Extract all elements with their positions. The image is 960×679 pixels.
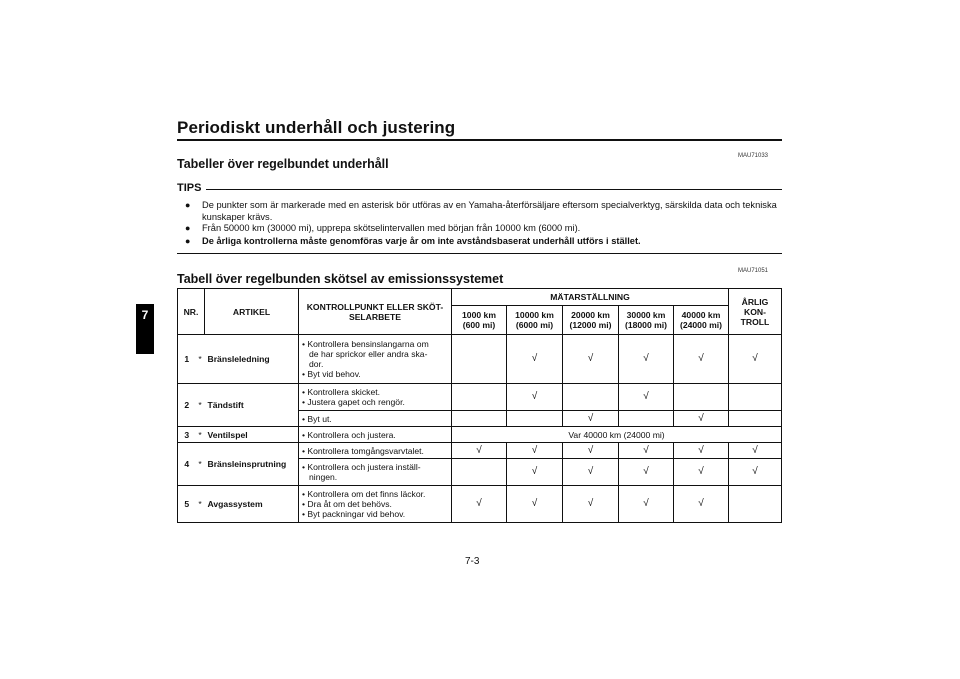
check-cell (729, 486, 782, 523)
checkpoint-text: • Kontrollera och justera inställ- ningen. (299, 459, 452, 486)
table-row (178, 335, 782, 384)
check-cell: √ (619, 384, 674, 411)
check-cell: √ (507, 443, 563, 459)
check-cell: √ (563, 335, 619, 384)
check-cell (452, 335, 507, 384)
check-cell: √ (452, 486, 507, 523)
check-cell (729, 384, 782, 411)
item-name: Avgassystem (205, 486, 299, 523)
header-row (178, 289, 782, 306)
section-heading: Tabeller över regelbundet underhåll (177, 157, 389, 171)
check-cell: √ (674, 335, 729, 384)
tips-rule (177, 253, 782, 254)
table-row (178, 443, 782, 459)
check-cell (619, 411, 674, 427)
header-arlig: ÅRLIG KON-TROLL (729, 289, 782, 335)
item-name: Bränsleinsprutning (205, 443, 299, 486)
row-number: 1 (178, 335, 196, 384)
check-cell: √ (619, 443, 674, 459)
tip-text: De punkter som är markerade med en asterisk bör utföras av en Yamaha-återförsäljare eftersom specialverktyg, särskilda data och tekniska kunskaper krävs. (202, 200, 777, 222)
checkpoint-text: • Kontrollera tomgångsvarvtalet. (299, 443, 452, 459)
tip-item (185, 222, 785, 234)
header-odometer: 20000 km (12000 mi) (563, 306, 619, 335)
header-nr: NR. (178, 289, 205, 335)
asterisk-mark: * (196, 443, 205, 486)
check-cell: √ (674, 411, 729, 427)
item-name: Ventilspel (205, 427, 299, 443)
row-number: 3 (178, 427, 196, 443)
tip-item (185, 199, 785, 223)
asterisk-mark: * (196, 384, 205, 427)
row-number: 4 (178, 443, 196, 486)
check-cell: √ (563, 486, 619, 523)
header-artikel: ARTIKEL (205, 289, 299, 335)
bullet-icon: ● (185, 223, 191, 233)
title-rule (177, 139, 782, 141)
reference-code: MAU71051 (738, 268, 769, 274)
checkpoint-text: • Kontrollera om det finns läckor. • Dra åt om det behövs. • Byt packningar vid behov. (299, 486, 452, 523)
check-cell: √ (507, 384, 563, 411)
interval-text: Var 40000 km (24000 mi) (452, 427, 782, 443)
page-number: 7-3 (465, 556, 480, 567)
check-cell: √ (619, 335, 674, 384)
table-row (178, 427, 782, 443)
header-odometer: 10000 km (6000 mi) (507, 306, 563, 335)
check-cell: √ (674, 443, 729, 459)
check-cell (729, 411, 782, 427)
checkpoint-text: • Kontrollera skicket. • Justera gapet och rengör. (299, 384, 452, 411)
check-cell: √ (729, 335, 782, 384)
check-cell: √ (563, 411, 619, 427)
check-cell: √ (729, 459, 782, 486)
check-cell (452, 411, 507, 427)
row-number: 5 (178, 486, 196, 523)
asterisk-mark: * (196, 427, 205, 443)
check-cell (507, 411, 563, 427)
table-row (178, 384, 782, 411)
tips-rule (206, 189, 782, 190)
checkpoint-text: • Byt ut. (299, 411, 452, 427)
bullet-icon: ● (185, 236, 191, 246)
check-cell (452, 384, 507, 411)
item-name: Tändstift (205, 384, 299, 427)
header-matarstallning: MÄTARSTÄLLNING (452, 289, 729, 306)
header-odometer: 40000 km (24000 mi) (674, 306, 729, 335)
bullet-icon: ● (185, 200, 191, 210)
check-cell: √ (619, 486, 674, 523)
page-title: Periodiskt underhåll och justering (177, 118, 456, 137)
section-heading: Tabell över regelbunden skötsel av emissionssystemet (177, 272, 504, 286)
header-odometer: 30000 km (18000 mi) (619, 306, 674, 335)
tip-text: Från 50000 km (30000 mi), upprepa skötselintervallen med början från 10000 km (6000 mi). (202, 223, 581, 233)
table-row (178, 486, 782, 523)
check-cell (563, 384, 619, 411)
row-number: 2 (178, 384, 196, 427)
header-kontrollpunkt: KONTROLLPUNKT ELLER SKÖT-SELARBETE (299, 289, 452, 335)
check-cell: √ (729, 443, 782, 459)
asterisk-mark: * (196, 335, 205, 384)
tips-label: TIPS (177, 182, 202, 194)
maintenance-table (177, 288, 782, 523)
check-cell: √ (563, 459, 619, 486)
check-cell (674, 384, 729, 411)
check-cell (452, 459, 507, 486)
check-cell: √ (507, 486, 563, 523)
check-cell: √ (452, 443, 507, 459)
tip-text: De årliga kontrollerna måste genomföras varje år om inte avståndsbaserat underhåll utförs i stället. (202, 236, 641, 246)
check-cell: √ (674, 459, 729, 486)
check-cell: √ (619, 459, 674, 486)
check-cell: √ (674, 486, 729, 523)
chapter-tab: 7 (136, 304, 154, 354)
check-cell: √ (563, 443, 619, 459)
check-cell: √ (507, 335, 563, 384)
checkpoint-text: • Kontrollera och justera. (299, 427, 452, 443)
item-name: Bränsleledning (205, 335, 299, 384)
checkpoint-text: • Kontrollera bensinslangarna om de har sprickor eller andra ska- dor. • Byt vid behov. (299, 335, 452, 384)
reference-code: MAU71033 (738, 153, 769, 159)
header-odometer: 1000 km (600 mi) (452, 306, 507, 335)
check-cell: √ (507, 459, 563, 486)
tip-item (185, 235, 785, 247)
asterisk-mark: * (196, 486, 205, 523)
